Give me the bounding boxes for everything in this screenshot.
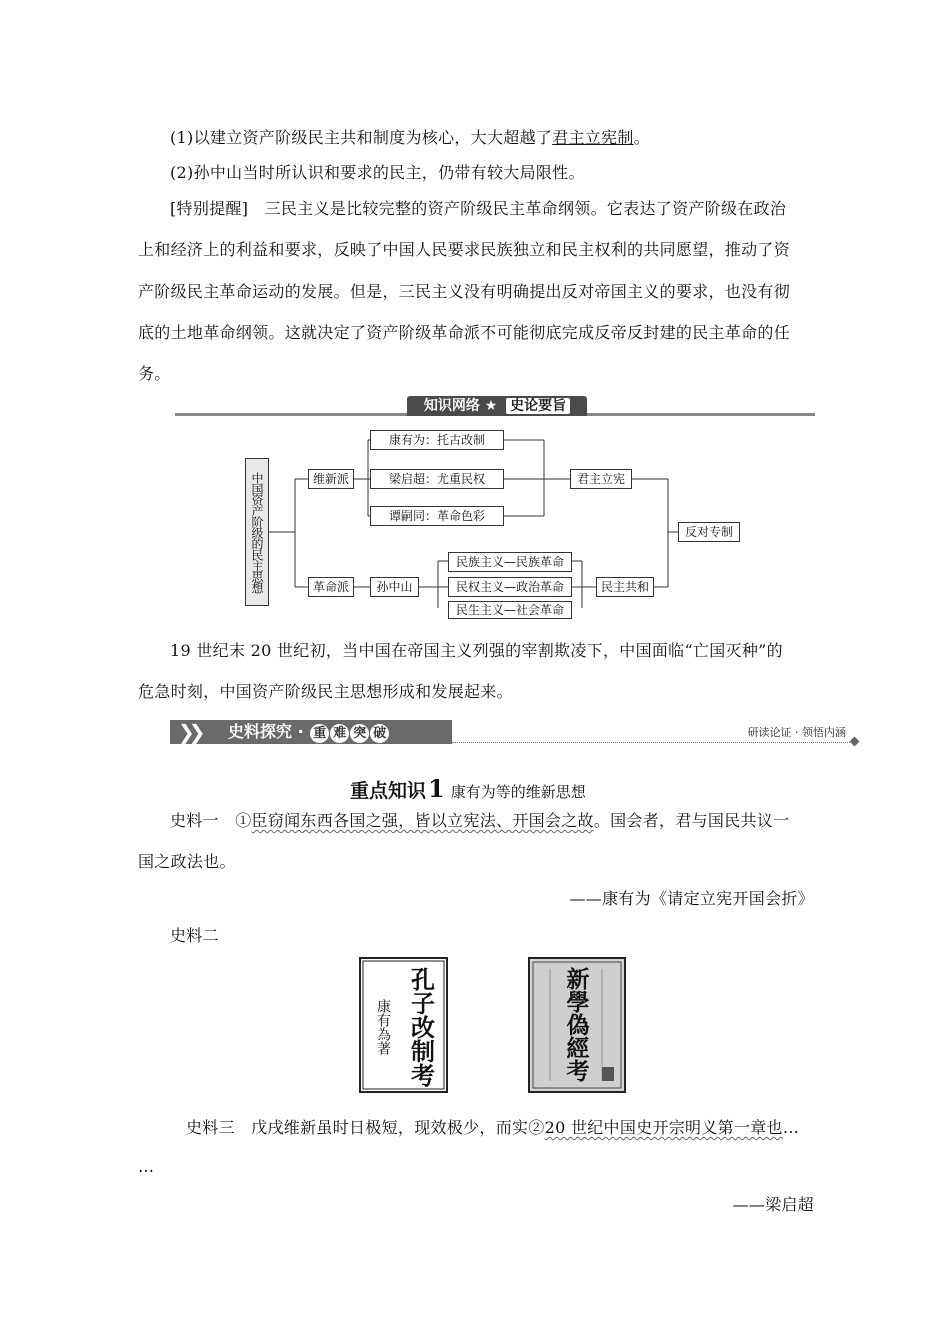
knowledge-network-diagram: [240, 428, 740, 617]
source-1-quote: 臣窃闻东西各国之强，皆以立宪法、开国会之故: [251, 811, 594, 830]
knowledge-network-banner: [175, 396, 815, 418]
banner2-subtitle: 研读论证 · 领悟内涵: [747, 726, 846, 739]
star-icon: ★: [484, 398, 498, 414]
node-constitutional: 君主立宪: [570, 469, 632, 489]
point-1-end: 。: [633, 128, 650, 147]
node-minsheng: 民生主义—社会革命: [448, 601, 572, 619]
source-1-marker: ①: [235, 811, 252, 830]
special-tip-line-1: [特别提醒] 三民主义是比较完整的资产阶级民主革命纲领。它表达了资产阶级在政治: [170, 199, 787, 218]
banner2-title: 史料探究 ·: [228, 722, 304, 741]
special-tip-line-5: 务。: [138, 364, 171, 383]
source-3-line-2: …: [138, 1157, 155, 1176]
banner-pill: [407, 396, 587, 416]
node-anti-autocracy: 反对专制: [678, 522, 740, 542]
source-3-text: 戊戌维新虽时日极短，现效极少，而实②: [251, 1118, 545, 1137]
source-1-rest: 。国会者，君与国民共议一: [593, 811, 790, 830]
special-tip-line-4: 底的土地革命纲领。这就决定了资产阶级革命派不可能彻底完成反帝反封建的民主革命的任: [138, 323, 791, 342]
diagram-root: 中国资产阶级的民主思想: [245, 458, 269, 606]
book-cover-confucius-reform: [359, 957, 448, 1093]
book-cover-2-art: [530, 959, 624, 1091]
source-3-label: 史料三: [186, 1118, 252, 1137]
source-3-citation: ——梁启超: [732, 1195, 814, 1214]
diamond-icon: [850, 737, 860, 747]
banner2-char-2: 难: [330, 724, 349, 743]
banner2-char-3: 突: [350, 724, 369, 743]
book-2-title: 新學偽經考: [562, 967, 590, 1082]
node-minquan: 民权主义—政治革命: [448, 577, 572, 597]
banner2-char-1: 重: [310, 724, 329, 743]
source-2-label: 史料二: [170, 926, 219, 945]
key-point-heading: [350, 774, 586, 803]
source-3-quote: 20 世纪中国史开宗明义第一章也: [544, 1118, 783, 1137]
special-tip-line-2: 上和经济上的利益和要求，反映了中国人民要求民族独立和民主权利的共同愿望，推动了资: [138, 240, 791, 259]
banner2-dotted-rule: [452, 742, 850, 743]
source-1-line-1: [170, 811, 850, 831]
special-tip-line-3: 产阶级民主革命运动的发展。但是，三民主义没有明确提出反对帝国主义的要求，也没有彻: [138, 282, 791, 301]
book-cover-1-art: [361, 959, 446, 1091]
node-sun: 孙中山: [370, 577, 419, 597]
node-republic: 民主共和: [596, 577, 654, 597]
heading-label: 重点知识: [350, 780, 427, 802]
node-minzu: 民族主义—民族革命: [448, 552, 572, 572]
point-1-text: (1)以建立资产阶级民主共和制度为核心，大大超越了: [170, 128, 553, 147]
point-1: [170, 128, 850, 148]
node-revolution: 革命派: [308, 577, 354, 597]
source-1-line-2: 国之政法也。: [138, 852, 236, 871]
point-1-underlined: 君主立宪制: [552, 128, 634, 147]
source-3-ellipsis: …: [782, 1118, 800, 1137]
source-3-line-1: [186, 1118, 866, 1138]
node-reform: 维新派: [308, 469, 354, 489]
book-cover-forged-classics: [528, 957, 626, 1093]
node-kang: 康有为：托古改制: [370, 430, 504, 450]
node-liang: 梁启超：尤重民权: [370, 469, 504, 489]
book-1-author: 康有為著: [375, 999, 391, 1055]
summary-line-2: 危急时刻，中国资产阶级民主思想形成和发展起来。: [138, 682, 513, 701]
summary-line-1: 19 世纪末 20 世纪初，当中国在帝国主义列强的宰割欺凌下，中国面临“亡国灭种”的: [170, 641, 783, 660]
node-tan: 谭嗣同：革命色彩: [370, 506, 504, 526]
chevron-right-icon: ❯❯: [178, 720, 200, 744]
banner2-tab: [170, 720, 452, 744]
source-1-label: 史料一: [170, 811, 236, 830]
banner-right-label: 史论要旨: [506, 398, 570, 414]
banner2-char-4: 破: [370, 724, 389, 743]
point-2: (2)孙中山当时所认识和要求的民主，仍带有较大局限性。: [170, 163, 585, 182]
heading-topic: 康有为等的维新思想: [450, 783, 586, 801]
source-exploration-banner: [170, 720, 860, 746]
banner2-title-group: [228, 720, 389, 744]
source-1-citation: ——康有为《请定立宪开国会折》: [569, 889, 814, 908]
book-1-title: 孔子改制考: [406, 967, 436, 1087]
heading-number: 1: [428, 774, 445, 803]
banner-left-label: 知识网络: [423, 398, 480, 414]
